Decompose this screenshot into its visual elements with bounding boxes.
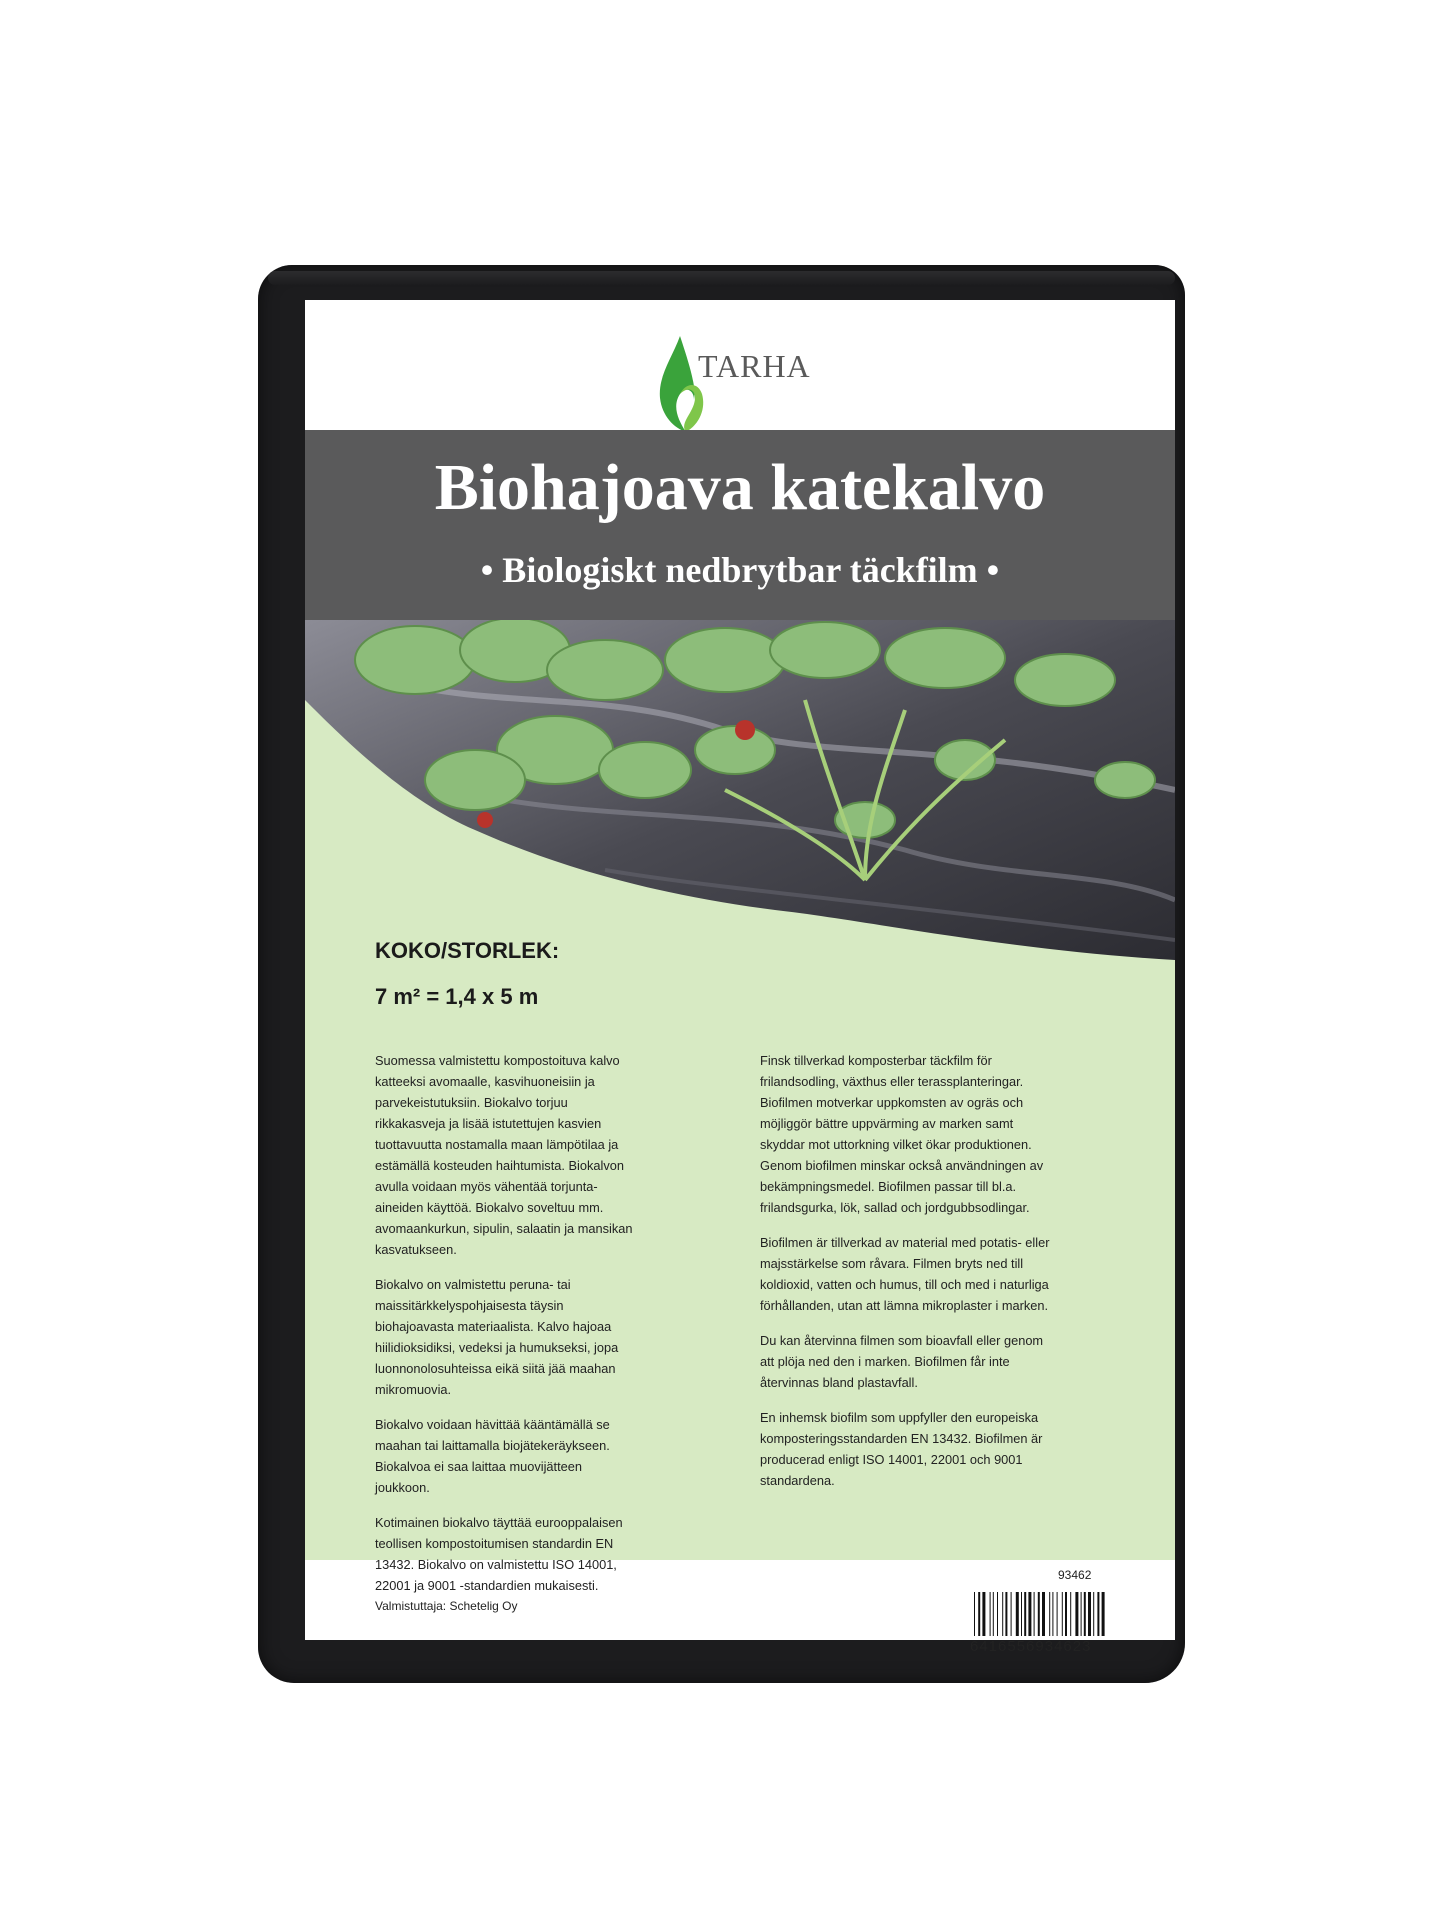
ean-number: 6416556934623 bbox=[970, 1638, 1092, 1655]
product-subtitle: • Biologiskt nedbrytbar täckfilm • bbox=[480, 550, 1000, 590]
swedish-description bbox=[760, 1050, 1060, 1505]
size-value: 7 m² = 1,4 x 5 m bbox=[375, 984, 539, 1009]
swedish-paragraph: En inhemsk biofilm som uppfyller den europeiska komposteringsstandarden EN 13432. Biofilmen är producerad enligt ISO 14001, 22001 och 9001 standardena. bbox=[760, 1410, 1043, 1488]
product-title: Biohajoava katekalvo bbox=[434, 451, 1046, 524]
barcode-icon bbox=[972, 1592, 1124, 1636]
finnish-paragraph: Suomessa valmistettu kompostoituva kalvo katteeksi avomaalle, kasvihuoneisiin ja parvekeistutuksiin. Biokalvo torjuu rikkakasveja ja lisää istutettujen kasvien tuottavuutta nostamalla maan lämpötilaa ja estämällä kosteuden haihtumista. Biokalvon avulla voidaan myös vähentää torjunta-aineiden käyttöä. Biokalvo soveltuu mm. avomaankurkun, sipulin, salaatin ja mansikan kasvatukseen. bbox=[375, 1053, 633, 1257]
swedish-paragraph: Finsk tillverkad komposterbar täckfilm för frilandsodling, växthus eller terassplanteringar. Biofilmen motverkar uppkomsten av ogräs och möjliggör bättre uppvärming av marken samt skyddar mot uttorkning vilket ökar produktionen. Genom biofilmen minskar också användningen av bekämpningsmedel. Biofilmen passar till bl.a. frilandsgurka, lök, sallad och jordgubbsodlingar. bbox=[760, 1053, 1044, 1215]
finnish-paragraph: Biokalvo voidaan hävittää kääntämällä se maahan tai laittamalla biojätekeräykseen. Biokalvoa ei saa laittaa muovijätteen joukkoon. bbox=[375, 1417, 610, 1495]
swedish-paragraph: Du kan återvinna filmen som bioavfall eller genom att plöja ned den i marken. Biofilmen får inte återvinnas bland plastavfall. bbox=[760, 1333, 1044, 1390]
size-heading: KOKO/STORLEK: bbox=[375, 938, 560, 963]
swedish-paragraph: Biofilmen är tillverkad av material med potatis- eller majsstärkelse som råvara. Filmen bryts ned till koldioxid, vatten och humus, till och med i naturliga förhållanden, utan att lämna mikroplaster i marken. bbox=[760, 1235, 1050, 1313]
brand-logo-text: TARHA bbox=[698, 348, 811, 384]
finnish-paragraph: Biokalvo on valmistettu peruna- tai maissitärkkelyspohjaisesta täysin biohajoavasta materiaalista. Kalvo hajoaa hiilidioksidiksi, vedeksi ja humukseksi, jopa luonnonolosuhteissa eikä siitä jää maahan mikromuovia. bbox=[375, 1277, 619, 1397]
finnish-description bbox=[375, 1050, 635, 1610]
manufacturer-text: Valmistuttaja: Schetelig Oy bbox=[375, 1599, 518, 1613]
product-label bbox=[305, 300, 1175, 1655]
strawberry-plants-photo bbox=[305, 620, 1175, 980]
finnish-paragraph: Kotimainen biokalvo täyttää eurooppalaisen teollisen kompostoitumisen standardin EN 13432. Biokalvo on valmistettu ISO 14001, 22001 ja 9001 -standardien mukaisesti. bbox=[375, 1515, 623, 1593]
product-code: 93462 bbox=[1058, 1568, 1092, 1582]
